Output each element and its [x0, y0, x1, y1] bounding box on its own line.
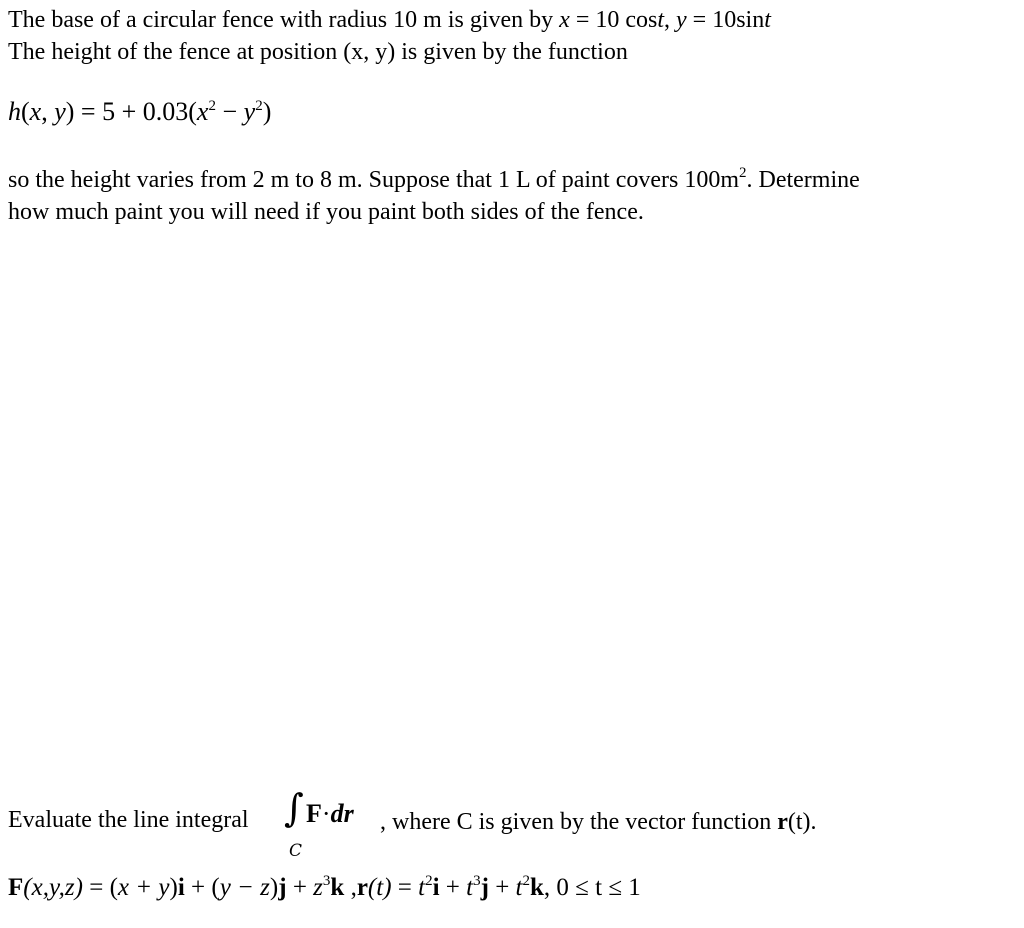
problem1-line2: The height of the fence at position (x, y) is given by the function: [8, 39, 628, 65]
f-range: , 0 ≤ t ≤ 1: [543, 874, 641, 901]
problem1-line1: [8, 6, 771, 34]
hf-ax: x: [29, 97, 42, 126]
hf-h: h: [8, 97, 21, 126]
problem2-line1-tail: [380, 808, 817, 836]
f-i: i: [177, 874, 185, 901]
integral-subscript: C: [289, 841, 303, 861]
hf-comma: ,: [41, 97, 55, 126]
problem1-line1-text: The base of a circular fence with radius 10 m is given by: [8, 7, 554, 33]
f-z-sup: 3: [322, 873, 331, 889]
problem1-line3-tail: . Determine: [746, 167, 860, 193]
f-t3-sup: 2: [522, 873, 530, 889]
integrand-F: F: [306, 799, 322, 828]
vector-field-formula: $F(x,y,z) = (x + y)i + (y - z)j + z^3k$ $,r(t) = t^2i + t^3j + t^2k$, 0 ≤ t ≤ 1: [8, 873, 641, 901]
tail-a: , where C is given by the vector function: [380, 809, 778, 835]
f-p2: +: [488, 874, 516, 901]
f-sep: ,: [344, 874, 357, 901]
f-j: j: [278, 874, 287, 901]
math-eq2: = 10sin: [686, 7, 765, 33]
problem2-line1: [8, 806, 249, 834]
f-xy: x + y: [117, 874, 170, 901]
f-t2-sup: 3: [473, 873, 481, 889]
integral-sign-icon: ∫: [284, 786, 304, 830]
f-eq: = (: [82, 874, 118, 901]
f-r: r: [356, 874, 368, 901]
f-r-arg: (t): [367, 874, 392, 901]
hf-sq2: 2: [255, 98, 263, 114]
f-t2: t: [466, 874, 474, 901]
problem1-line3-text: so the height varies from 2 m to 8 m. Suppose that 1 L of paint covers 100m: [8, 167, 739, 193]
f-z: z: [313, 874, 323, 901]
hf-close: ): [262, 97, 272, 126]
parametric-equation: [559, 7, 771, 33]
f-p1: +: [439, 874, 467, 901]
tail-b: (t).: [787, 809, 817, 835]
math-comma: ,: [664, 7, 677, 33]
f-k: k: [330, 874, 345, 901]
hf-ay: y: [54, 97, 66, 126]
integrand-dot: ·: [321, 799, 331, 828]
math-eq1: = 10 cos: [569, 7, 658, 33]
tail-r: r: [777, 809, 788, 835]
f-args: (x,y,z): [23, 874, 83, 901]
hf-minus: −: [215, 97, 244, 126]
integrand: [306, 800, 354, 828]
problem2-lead: Evaluate the line integral: [8, 807, 249, 833]
hf-sq1: 2: [208, 98, 216, 114]
problem1-line3: [8, 166, 860, 194]
hf-y: y: [243, 97, 256, 126]
integrand-dr: dr: [330, 799, 354, 828]
f-k2: k: [530, 874, 544, 901]
f-F: F: [8, 874, 24, 901]
f-yz: y − z: [219, 874, 270, 901]
f-t1: t: [418, 874, 426, 901]
problem1-line4: how much paint you will need if you paint both sides of the fence.: [8, 199, 644, 225]
f-eq2: =: [391, 874, 419, 901]
height-function: [8, 98, 271, 126]
f-t1-sup: 2: [425, 873, 433, 889]
f-t3: t: [515, 874, 523, 901]
f-j2: j: [480, 874, 489, 901]
f-plus: +: [286, 874, 314, 901]
hf-rest: ) = 5 + 0.03(: [65, 97, 197, 126]
f-i2: i: [432, 874, 440, 901]
math-x: x: [559, 7, 570, 33]
math-t1: t: [657, 7, 665, 33]
problem1-line3-sup: 2: [739, 165, 747, 181]
hf-x: x: [196, 97, 209, 126]
math-y: y: [676, 7, 687, 33]
f-mid1: + (: [184, 874, 220, 901]
math-t2: t: [764, 7, 771, 33]
hf-open: (: [21, 97, 30, 126]
